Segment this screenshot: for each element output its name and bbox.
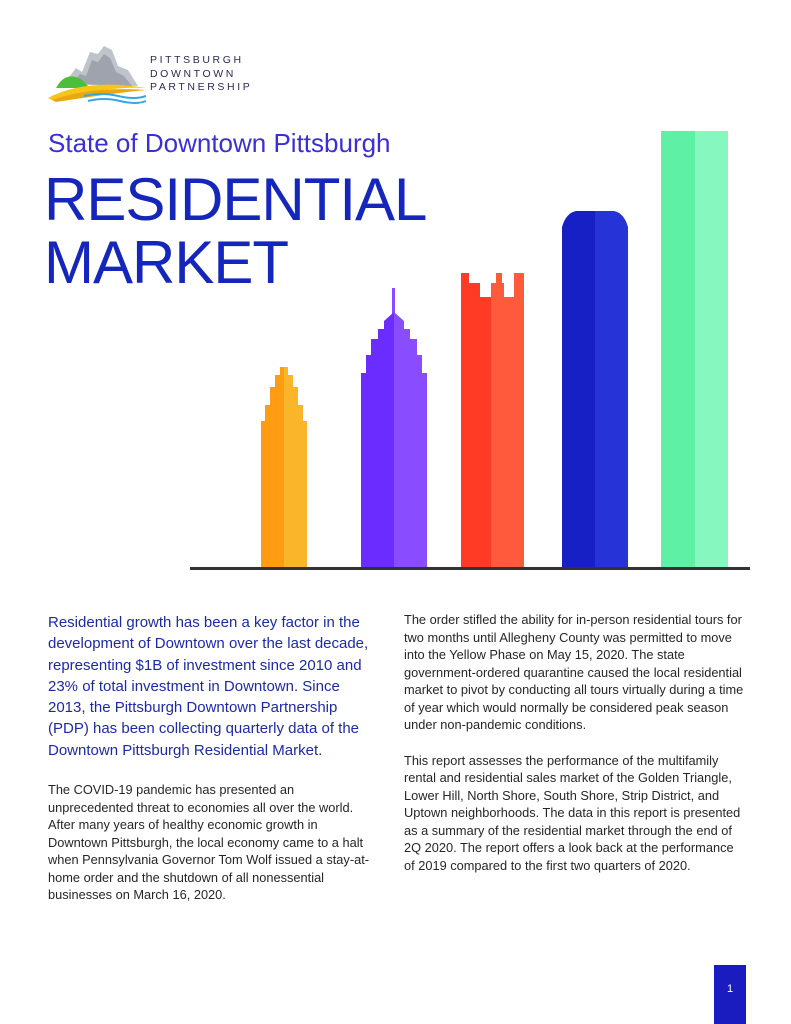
- logo-line-2: DOWNTOWN: [150, 67, 236, 80]
- red-tower: [461, 273, 524, 567]
- page-number-tab: [714, 965, 746, 1024]
- page-number: 1: [726, 983, 734, 995]
- navy-tower: [562, 211, 628, 567]
- logo-wordmark: [150, 54, 252, 95]
- skyline-illustration: [190, 125, 750, 575]
- lead-paragraph: Residential growth has been a key factor in the development of Downtown over the last decade, representing $1B of investment since 2010 and 23% of total investment in Downtown. Since 2013, the Pittsburgh Downtown Partnership (PDP) has been collecting quarterly data of the Downtown Pittsburgh Residential Market.: [48, 614, 369, 759]
- logo-line-3: PARTNERSHIP: [150, 81, 253, 93]
- title-line-1: RESIDENTIAL: [44, 166, 427, 233]
- covid-paragraph: The COVID-19 pandemic has presented an unprecedented threat to economies all over the world. After many years of healthy economic growth in Downtown Pittsburgh, the local economy came to a halt when Pennsylvania Governor Tom Wolf issued a stay-at-home order and the shutdown of all nonessential businesses on March 16, 2020.: [48, 782, 370, 903]
- left-column: [48, 612, 378, 922]
- orange-tower: [261, 367, 307, 567]
- ground-line: [190, 567, 750, 570]
- purple-tower: [361, 288, 427, 567]
- pdp-logo: [46, 40, 261, 106]
- logo-line-1: PITTSBURGH: [150, 54, 244, 66]
- report-subtitle: State of Downtown Pittsburgh: [48, 128, 391, 158]
- green-tower: [661, 131, 728, 567]
- title-line-2: MARKET: [44, 229, 289, 296]
- right-column: [404, 611, 744, 892]
- logo-mark-icon: [46, 40, 150, 106]
- tours-paragraph: The order stifled the ability for in-person residential tours for two months until Allegheny County was permitted to move into the Yellow Phase on May 15, 2020. The state government-ordered quarantine caused the local residential market to pivot by conducting all tours virtually during a time of year which would normally be considered peak season under non-pandemic conditions.: [404, 612, 744, 732]
- report-scope-paragraph: This report assesses the performance of the multifamily rental and residential sales market of the Golden Triangle, Lower Hill, North Shore, South Shore, Strip District, and Uptown neighborhoods. The data in this report is presented as a summary of the residential market through the end of 2Q 2020. The report offers a look back at the performance of 2019 compared to the first two quarters of 2020.: [404, 752, 741, 873]
